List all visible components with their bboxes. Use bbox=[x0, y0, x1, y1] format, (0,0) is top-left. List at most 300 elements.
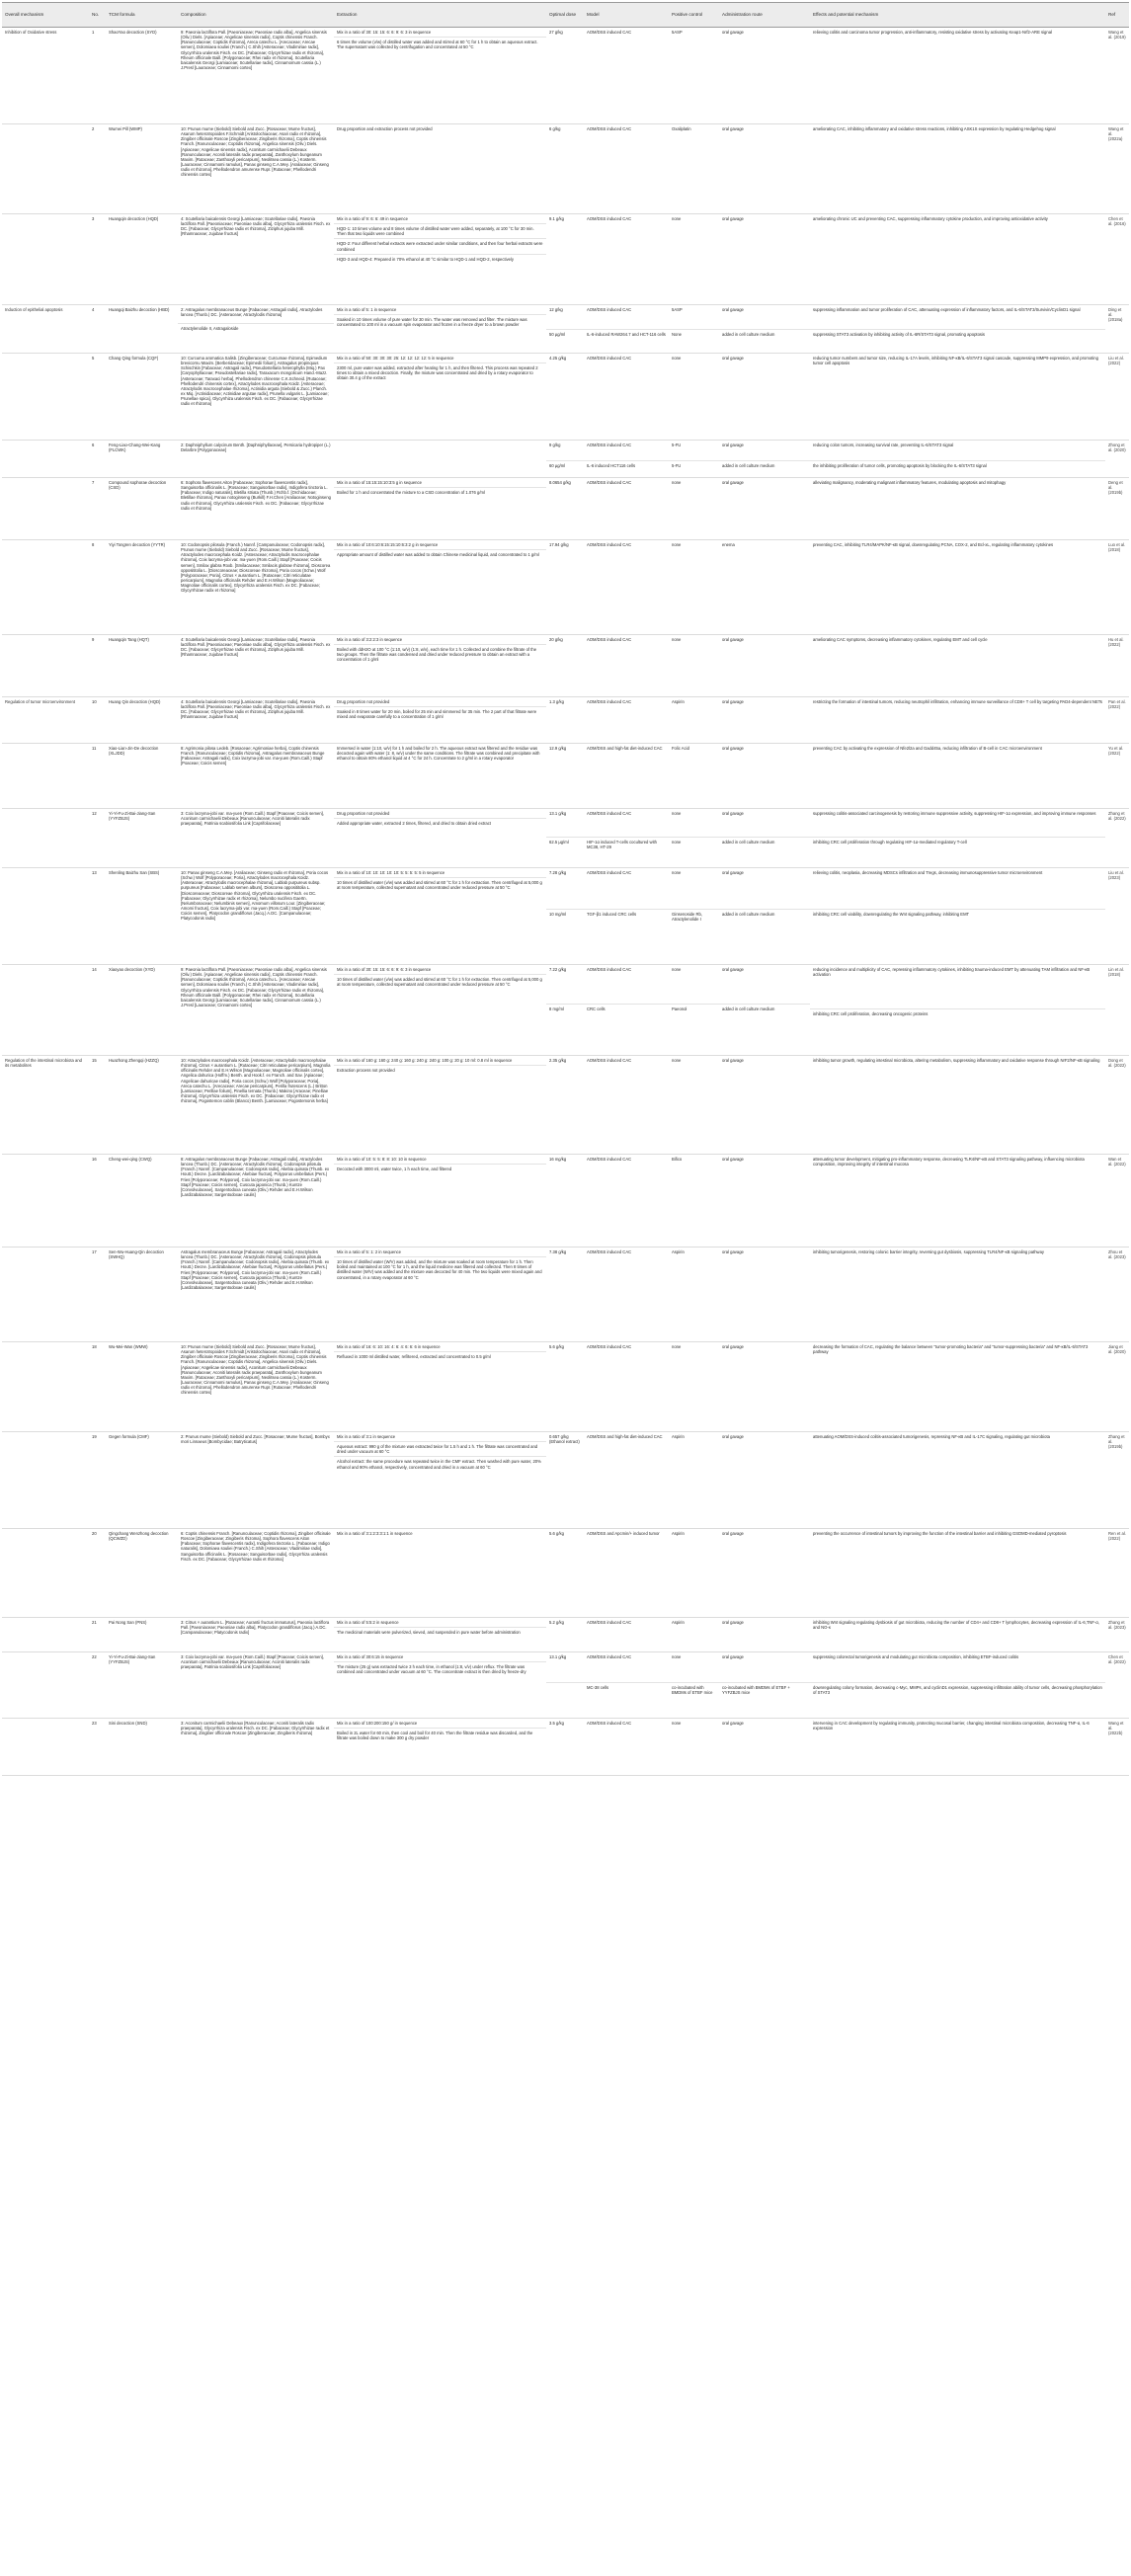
cell-reference bbox=[1105, 124, 1129, 214]
cell-composition bbox=[178, 441, 334, 478]
cell-extraction bbox=[334, 305, 546, 354]
administration-route-text: oral gavage bbox=[722, 1344, 744, 1349]
model-text: AOM/DSS induced CAC bbox=[587, 1249, 632, 1254]
administration-route-secondary-text: added in cell culture medium bbox=[719, 329, 810, 337]
positive-control-text: none bbox=[672, 1721, 682, 1726]
effects-mechanism-text: inhibiting tumor growth, regulating intestinal microbiota, altering metabolism, suppressing inflammatory and oxidative response through NrF2/NF-κB signaling bbox=[813, 1058, 1100, 1063]
cell-positive-control bbox=[669, 697, 719, 744]
cell-effects-mechanism bbox=[810, 1618, 1105, 1652]
cell-overall-mechanism bbox=[2, 1432, 89, 1529]
overall-mechanism-text: Regulation of the intestinal microbiota and its metabolites bbox=[5, 1058, 82, 1069]
tcm-formula-text: Huangqi Baizhu decoction (HBD) bbox=[109, 307, 170, 312]
cell-positive-control bbox=[669, 354, 719, 441]
cell-effects-mechanism bbox=[810, 744, 1105, 809]
positive-control-text: none bbox=[672, 870, 682, 875]
cell-tcm-formula bbox=[106, 441, 178, 478]
cell-composition bbox=[178, 478, 334, 540]
extraction-step: Boiled for 1 h and concentrated the mixture to a CSD concentration of 1.076 g/ml bbox=[334, 487, 546, 495]
cell-reference bbox=[1105, 214, 1129, 305]
administration-route-secondary-text: added in cell culture medium bbox=[719, 1004, 810, 1011]
cell-row-number bbox=[89, 1652, 106, 1719]
effects-mechanism-text: suppressing inflammation and tumor proliferation of CAC, attenuating expression of inflammatory factors, and IL-6/STAT3/Survivin/CyclinD1 signal bbox=[813, 307, 1081, 312]
table-row bbox=[2, 441, 1129, 478]
cell-tcm-formula bbox=[106, 744, 178, 809]
model-secondary-text: TGF-β1 induced CRC cells bbox=[584, 909, 669, 917]
effects-mechanism-text: ameliorating chronic UC and preventing CAC, suppressing inflammatory cytokine production, and improving antioxidative activity bbox=[813, 216, 1048, 221]
cell-optimal-dose bbox=[546, 868, 584, 965]
effects-mechanism-text: relieving colitis and carcinoma tumor progression, anti-inflammatory, resisting oxidative stress by activating Keap1-Nrf2-ARE signal bbox=[813, 30, 1052, 35]
cell-row-number bbox=[89, 1056, 106, 1155]
optimal-dose-text: 5.6 g/kg bbox=[549, 1344, 564, 1349]
extraction-step: Mix in a ratio of 30:6:15 in sequence bbox=[337, 1654, 404, 1659]
effects-mechanism-text: preventing the occurrence of intestinal tumors by improving the function of the intestinal barrier and inhibiting GSDMD-mediated pyroptosis bbox=[813, 1531, 1067, 1536]
reference-text: Chen et al. (2016) bbox=[1108, 216, 1126, 227]
tcm-formula-text: Compound sophorae decoction (CSD) bbox=[109, 480, 167, 491]
cell-effects-mechanism bbox=[810, 868, 1105, 965]
cell-effects-mechanism bbox=[810, 28, 1105, 124]
cell-reference bbox=[1105, 540, 1129, 635]
optimal-dose-text: 16 mg/kg bbox=[549, 1157, 567, 1162]
cell-positive-control bbox=[669, 28, 719, 124]
tcm-formula-text: Sen-Wu-Huang-Qin decoction (SWHQ) bbox=[109, 1249, 164, 1260]
administration-route-text: oral gavage bbox=[722, 967, 744, 972]
cell-composition bbox=[178, 1248, 334, 1342]
cell-overall-mechanism bbox=[2, 1155, 89, 1248]
administration-route-secondary-text: added in cell culture medium bbox=[719, 460, 810, 468]
cell-positive-control bbox=[669, 1155, 719, 1248]
cell-row-number bbox=[89, 744, 106, 809]
tcm-formula-text: Cheng-wei-qing (CWQ) bbox=[109, 1157, 152, 1162]
cell-extraction bbox=[334, 1432, 546, 1529]
cell-optimal-dose bbox=[546, 1155, 584, 1248]
cell-extraction bbox=[334, 744, 546, 809]
cell-overall-mechanism bbox=[2, 214, 89, 305]
positive-control-secondary-text: Paeonol bbox=[669, 1004, 719, 1011]
cell-optimal-dose bbox=[546, 1618, 584, 1652]
cell-overall-mechanism bbox=[2, 1248, 89, 1342]
table-row bbox=[2, 478, 1129, 540]
row-number-text: 3 bbox=[92, 216, 95, 221]
cell-administration-route bbox=[719, 478, 810, 540]
cell-positive-control bbox=[669, 124, 719, 214]
tcm-formula-text: Huazhong Zhengqi (HZZQ) bbox=[109, 1058, 159, 1063]
extraction-step: Soaked in 10 times volume of pure water for 30 min. The water was removed and filter. The mixture was concentrated to 100 ml in a vacuum spin evaporator and frozen in a freeze dryer to a brown powder bbox=[334, 314, 546, 327]
table-row bbox=[2, 809, 1129, 868]
cell-effects-mechanism bbox=[810, 214, 1105, 305]
cell-reference bbox=[1105, 1155, 1129, 1248]
optimal-dose-text: 0.657 g/kg (Ethanol extract) bbox=[549, 1434, 580, 1445]
tcm-formula-text: Feng-Liao-Chang-Wei-Kang (FLCWK) bbox=[109, 443, 161, 453]
model-secondary-text: IL-6 induced HCT116 cells bbox=[584, 460, 669, 468]
composition-text: 10: Prunus mume (Siebold) Siebold and Zucc. [Rosaceae; Mume fructus], Asarum heterotropoides F.Schmidt [Aristolochiaceae; Asari radix et rhizoma], Zingiber officinale Roscoe [Zingiberaceae; Zingiberis rhizoma], Coptis chinensis Franch. [Ranunculaceae; Coptidis rhizoma], Angelica sinensis (Oliv.) Diels. [Apiaceae; Angelicae sinensis radix], Aconitum carmichaelii Debeaux [Ranunculaceae; Aconiti lateralis radix praeparata], Zanthoxylum bungeanum Maxim. [Rutaceae; Zanthoxyli pericarpium], Neolitsea cassia (L.) Kosterm. [Lauraceae; Cinnamomi ramulus], Panax ginseng C.A.Mey. [Araliaceae; Ginseng radix et rhizoma], Phellodendron amurense Rupr. [Rutaceae; Phellodendri chinensis cortex] bbox=[181, 1344, 329, 1396]
extraction-step: Mix in a ratio of 3:1:2:3:3:1:1 in sequence bbox=[337, 1531, 413, 1536]
row-number-text: 5 bbox=[92, 356, 95, 361]
cell-tcm-formula bbox=[106, 124, 178, 214]
cell-overall-mechanism bbox=[2, 478, 89, 540]
extraction-step: Mix in a ratio of 50: 30: 30: 30: 25: 12: 12: 12: 12: 5 in sequence bbox=[337, 356, 454, 361]
effects-mechanism-secondary-text: the inhibiting proliferation of tumor cells, promoting apoptosis by blocking the IL-6/STAT3 signal bbox=[810, 460, 1105, 468]
extraction-step: Mix in a ratio of 30: 15: 15: 6: 6: 9: 6: 3 in sequence bbox=[337, 30, 432, 35]
row-number-text: 12 bbox=[92, 811, 97, 816]
cell-administration-route bbox=[719, 868, 810, 965]
cell-optimal-dose bbox=[546, 965, 584, 1056]
cell-row-number bbox=[89, 1529, 106, 1618]
optimal-dose-text: 5.6 g/kg bbox=[549, 1531, 564, 1536]
cell-administration-route bbox=[719, 1155, 810, 1248]
administration-route-text: oral gavage bbox=[722, 1531, 744, 1536]
tcm-formula-text: Wu-Mei-Wan (WMW) bbox=[109, 1344, 148, 1349]
effects-mechanism-secondary-text: inhibiting CRC cell viability, downregulating the Wnt signaling pathway, inhibiting EMT bbox=[810, 909, 1105, 917]
cell-composition bbox=[178, 868, 334, 965]
administration-route-text: oral gavage bbox=[722, 746, 744, 751]
composition-text: 10: Atractylodes macrocephala Koidz. [Asteraceae; Atractylodis macrocephalae rhizoma], Citrus × aurantium L. [Rutaceae; Citri reticulatae pericarpium], Magnolia officinalis Rehder and E.H.Wilson [Magnoliaceae; Magnoliae officinalis cortex], Angelica dahurica (Hoffm.) Benth. and Hook.f. ex Franch. and Sav. [Apiaceae; Angelicae dahuricae radix], Poria cocos (Schw.) Wolf [Polyporaceae; Poria], Areca catechu L. [Arecaceae; Arecae pericarpium], Perilla frutescens (L.) Britton [Lamiaceae; Perillae folium], Pinellia ternata (Thunb.) Makino [Araceae; Pinelliae rhizoma], Glycyrrhiza uralensis Fisch. ex DC. [Fabaceae; Glycyrrhizae radix et rhizoma], Pogostemon cablin (Blanco) Benth. [Lamiaceae; Pogostemonis herba] bbox=[181, 1058, 331, 1103]
cell-extraction bbox=[334, 1155, 546, 1248]
cell-positive-control bbox=[669, 1529, 719, 1618]
cell-model bbox=[584, 441, 669, 478]
positive-control-text: none bbox=[672, 1058, 682, 1063]
table-row bbox=[2, 540, 1129, 635]
cell-extraction bbox=[334, 478, 546, 540]
effects-mechanism-text: ameliorating CAC symptoms, decreasing inflammatory cytokines, regulating EMT and cell cycle bbox=[813, 637, 988, 642]
positive-control-text: Aspirin bbox=[672, 699, 685, 704]
model-text: AOM/DSS induced CAC bbox=[587, 443, 632, 447]
row-number-text: 21 bbox=[92, 1620, 97, 1625]
cell-tcm-formula bbox=[106, 1342, 178, 1432]
cell-tcm-formula bbox=[106, 1618, 178, 1652]
extraction-step: Aqueous extract: 990 g of the mixture was extracted twice for 1.5 h and 1 h. The filtrate was concentrated and dried under vacuum at 60 °C bbox=[334, 1441, 546, 1454]
cell-administration-route bbox=[719, 354, 810, 441]
cell-composition bbox=[178, 1432, 334, 1529]
cell-tcm-formula bbox=[106, 1056, 178, 1155]
cell-model bbox=[584, 1652, 669, 1719]
cell-model bbox=[584, 1719, 669, 1776]
cell-tcm-formula bbox=[106, 354, 178, 441]
row-number-text: 23 bbox=[92, 1721, 97, 1726]
reference-text: Zhang et al. (2023) bbox=[1108, 1620, 1126, 1631]
extraction-step: Decocted with 3000 ml, water twice, 1 h each time, and filtered bbox=[334, 1164, 546, 1171]
cell-extraction bbox=[334, 124, 546, 214]
composition-text: 10: Panax ginseng C.A.Mey. [Araliaceae; Ginseng radix et rhizoma], Poria cocos (Schw.) Wolf [Polyporaceae; Poria], Atractylodes macrocephala Koidz. [Asteraceae; Atractylodis macrocephalae rhizoma], Lablab purpureus subsp. purpureus [Fabaceae; Lablab semen album], Dioscorea opposititolia L. [Dioscoreaceae; Dioscoreae rhizoma], Glycyrrhiza uralensis Fisch. ex DC. [Fabaceae; Glycyrrhizae radix et rhizoma], Nelumbo nucifera Gaertn. [Nelumbonaceae; Nelumbinis semen], Amomum villosum Lour. [Zingiberaceae; Amomi fructus], Coix lacryma-jobi var. ma-yuen (Rom.Caill.) Stapf [Poaceae; Coicis semen], Platycodon grandiflorus (Jacq.) A.DC. [Campanulaceae; Platycodonis radix] bbox=[181, 870, 329, 922]
cell-administration-route bbox=[719, 635, 810, 697]
positive-control-text: none bbox=[672, 1654, 682, 1659]
reference-text: Liu et al. (2022) bbox=[1108, 356, 1124, 366]
model-text: AOM/DSS and high-fat diet-induced CAC bbox=[587, 1434, 663, 1439]
table-row bbox=[2, 124, 1129, 214]
model-text: AOM/DSS induced CAC bbox=[587, 307, 632, 312]
cell-extraction bbox=[334, 1529, 546, 1618]
cell-overall-mechanism bbox=[2, 1529, 89, 1618]
extraction-step: HQD-3 and HQD-4: Prepared in 70% ethanol at 40 °C similar to HQD-1 and HQD-2, respectively bbox=[334, 254, 546, 262]
extraction-step: Appropriate amount of distilled water was added to obtain Chinese medicinal liquid, and concentrated to 1 g/ml bbox=[334, 549, 546, 557]
cell-effects-mechanism bbox=[810, 540, 1105, 635]
cell-positive-control bbox=[669, 305, 719, 354]
composition-text: 3: Aconitum carmichaelii Debeaux [Ranunculaceae; Aconiti lateralis radix praeparata], Glycyrrhiza uralensis Fisch. ex DC. [Fabaceae; Glycyrrhizae radix et rhizoma], Zingiber officinale Roscoe [Zingiberaceae; Zingiberis rhizoma] bbox=[181, 1721, 330, 1736]
model-text: AOM/DSS induced CAC bbox=[587, 356, 632, 361]
table-row bbox=[2, 1618, 1129, 1652]
extraction-step: Mix in a ratio of 9: 6: 6: 49 in sequence bbox=[337, 216, 408, 221]
tcm-formula-text: Xiao-Lian-Jin-De decoction (XLJDD) bbox=[109, 746, 159, 757]
row-number-text: 18 bbox=[92, 1344, 97, 1349]
positive-control-text: none bbox=[672, 811, 682, 816]
table-row bbox=[2, 1155, 1129, 1248]
cell-row-number bbox=[89, 28, 106, 124]
reference-text: Yu et al. (2022) bbox=[1108, 746, 1124, 757]
row-number-text: 4 bbox=[92, 307, 95, 312]
effects-mechanism-text: decreasing the formation of CAC, regulating the balance between "tumor-promoting bacteria" and "tumor-suppressing bacteria" and NF-κB/IL-6/STAT3 pathway bbox=[813, 1344, 1089, 1355]
cell-composition bbox=[178, 1529, 334, 1618]
composition-text: 4: Scutellaria baicalensis Georgi [Lamiaceae; Scutellariae radix], Paeonia lactiflora Pall. [Paeoniaceae; Paeoniae radix alba], Glycyrrhiza uralensis Fisch. ex DC. [Fabaceae; Glycyrrhizae radix et rhizoma], Ziziphus jujuba Mill. [Rhamnaceae; Jujubae fructus] bbox=[181, 637, 331, 658]
administration-route-text: oral gavage bbox=[722, 637, 744, 642]
header-administration-route: Administration route bbox=[719, 3, 810, 28]
reference-text: Jiang et al. (2020) bbox=[1108, 1344, 1126, 1355]
cell-administration-route bbox=[719, 965, 810, 1056]
positive-control-text: none bbox=[672, 216, 682, 221]
cell-row-number bbox=[89, 1432, 106, 1529]
cell-model bbox=[584, 540, 669, 635]
table-row bbox=[2, 28, 1129, 124]
composition-text: 6: Coptis chinensis Franch. [Ranunculaceae; Coptidis rhizoma], Zingiber officinale Roscoe [Zingiberaceae; Zingiberis rhizoma], Sophora flavescens Aiton [Fabaceae; Sophorae flavescentis radix], Indigofera tinctoria L. [Fabaceae; Indigo naturalis], Dolomiaea souliei (Franch.) C.Shih [Asteraceae; Vladimiriae radix], Sanguisorba officinalis L. [Rosaceae; Sanguisorbae radix], Glycyrrhiza uralensis Fisch. ex DC. [Fabaceae; Glycyrrhizae radix et rhizoma] bbox=[181, 1531, 331, 1562]
reference-text: Dong et al. (2022) bbox=[1108, 1058, 1126, 1069]
cell-row-number bbox=[89, 1719, 106, 1776]
effects-mechanism-text: reducing tumor numbers and tumor size, reducing IL-17A levels, inhibiting NF-κB/IL-6/STAT3 signal cascade, suppressing MMP9 expression, and promoting tumor cell apoptosis bbox=[813, 356, 1098, 366]
cell-administration-route bbox=[719, 1618, 810, 1652]
cell-model bbox=[584, 354, 669, 441]
cell-overall-mechanism bbox=[2, 809, 89, 868]
cell-composition bbox=[178, 809, 334, 868]
model-text: AOM/DSS and Apcmin/+ induced tumor bbox=[587, 1531, 660, 1536]
header-extraction: Extraction bbox=[334, 3, 546, 28]
tcm-formula-text: Wumei Pill (WMP) bbox=[109, 126, 142, 131]
positive-control-text: none bbox=[672, 480, 682, 485]
cell-positive-control bbox=[669, 868, 719, 965]
cell-administration-route bbox=[719, 809, 810, 868]
overall-mechanism-text: Regulation of tumor microenvironment bbox=[5, 699, 75, 704]
cell-reference bbox=[1105, 868, 1129, 965]
cell-positive-control bbox=[669, 441, 719, 478]
header-optimal-dose: Optimal dose bbox=[546, 3, 584, 28]
administration-route-text: enema bbox=[722, 542, 735, 547]
positive-control-text: Bifico bbox=[672, 1157, 683, 1162]
model-text: AOM/DSS induced CAC bbox=[587, 216, 632, 221]
cell-optimal-dose bbox=[546, 540, 584, 635]
reference-text: Zhang et al. (2022) bbox=[1108, 811, 1126, 822]
optimal-dose-text: 20 g/kg bbox=[549, 637, 563, 642]
composition-text: 8: Agrimonia pilosa Ledeb. [Rosaceae; Agrimoniae herba], Coptis chinensis Franch. [Ranunculaceae; Coptidis rhizoma], Astragalus membranaceus Bunge [Fabaceae; Astragali radix], Coix lacryma-jobi var. ma-yuen (Rom.Caill.) Stapf [Poaceae; Coicis semen] bbox=[181, 746, 325, 766]
optimal-dose-secondary-text: 10 mg/ml bbox=[546, 909, 584, 917]
extraction-step: Mix in a ratio of 5:5:2 in sequence bbox=[337, 1620, 399, 1625]
positive-control-secondary-text: co-incubated with BMDMs of ETBF mice bbox=[669, 1682, 719, 1695]
table-row bbox=[2, 1056, 1129, 1155]
extraction-step: 2300 ml, pure water was added, extracted after heating for 1 h, and then filtered. This process was repeated 2 times to obtain a mixed decoction. Finally, the mixture was concentrated and dried by a rotary evaporator to obtain 30.4 g of the extract bbox=[334, 362, 546, 380]
extraction-step: Added appropriate water, extracted 2 times, filtered, and dried to obtain dried extract bbox=[334, 818, 546, 826]
cell-reference bbox=[1105, 1248, 1129, 1342]
optimal-dose-secondary-text: 60 µg/ml bbox=[546, 460, 584, 468]
cell-effects-mechanism bbox=[810, 809, 1105, 868]
composition-text: 2: Prunus mume (Siebold) Siebold and Zucc. [Rosaceae; Mume fructus], Bombyx mori Linnaeus [Bombycidae; Batryticatus] bbox=[181, 1434, 330, 1445]
cell-overall-mechanism bbox=[2, 744, 89, 809]
administration-route-text: oral gavage bbox=[722, 1058, 744, 1063]
row-number-text: 19 bbox=[92, 1434, 97, 1439]
cell-effects-mechanism bbox=[810, 1342, 1105, 1432]
effects-mechanism-text: alleviating malignancy, moderating malignant inflammatory features, modulating apoptosis and mitophagy bbox=[813, 480, 1007, 485]
cell-optimal-dose bbox=[546, 214, 584, 305]
extraction-step: Boiled in 2L water for 60 min, then cool and boil for 40 min. Then the filtrate residue was discarded, and the filtrate was boiled down to make 300 g dry powder bbox=[334, 1728, 546, 1740]
table-row bbox=[2, 1342, 1129, 1432]
cell-optimal-dose bbox=[546, 1652, 584, 1719]
cell-optimal-dose bbox=[546, 1248, 584, 1342]
cell-extraction bbox=[334, 868, 546, 965]
cell-tcm-formula bbox=[106, 635, 178, 697]
effects-mechanism-text: intervening in CAC development by regulating immunity, protecting mucosal barrier, changing intestinal microbiota composition, decreasing TNF-α, IL-6 expression bbox=[813, 1721, 1090, 1731]
administration-route-text: oral gavage bbox=[722, 30, 744, 35]
composition-text: 4: Scutellaria baicalensis Georgi [Lamiaceae; Scutellariae radix], Paeonia lactiflora Pall. [Paeoniaceae; Paeoniae radix alba], Glycyrrhiza uralensis Fisch. ex DC. [Fabaceae; Glycyrrhizae radix et rhizoma], Ziziphus jujuba Mill. [Rhamnaceae; Jujubae fructus] bbox=[181, 216, 331, 237]
administration-route-secondary-text: co-incubated with BMDMs of ETBF + YYFZBJS mice bbox=[719, 1682, 810, 1695]
cell-positive-control bbox=[669, 1342, 719, 1432]
extraction-step: Mix in a ratio of 3:2:2:3 in sequence bbox=[337, 637, 403, 642]
cell-row-number bbox=[89, 809, 106, 868]
cell-administration-route bbox=[719, 1056, 810, 1155]
model-text: AOM/DSS induced CAC bbox=[587, 967, 632, 972]
composition-secondary-text: Atractylenolide II, Astragaloside bbox=[178, 323, 334, 331]
cell-extraction bbox=[334, 697, 546, 744]
cell-administration-route bbox=[719, 28, 810, 124]
cell-extraction bbox=[334, 1056, 546, 1155]
cell-reference bbox=[1105, 441, 1129, 478]
reference-text: Ding et al. (2018a) bbox=[1108, 307, 1123, 323]
extraction-step: The mixture (25 g) was extracted twice 3 h each time, in ethanol (1:8, v/v) under reflux. The filtrate was combined and concentrated under vacuum at 60 °C. The concentrate extract is then dried by freeze-dry bbox=[334, 1661, 546, 1674]
tcm-formula-text: Huangqin Tang (HQT) bbox=[109, 637, 149, 642]
cell-reference bbox=[1105, 697, 1129, 744]
effects-mechanism-secondary-text: inhibiting CRC cell proliferation through regulating HIF-1α-mediated regulatory T-cell bbox=[810, 837, 1105, 845]
cell-extraction bbox=[334, 1342, 546, 1432]
cell-extraction bbox=[334, 635, 546, 697]
cell-effects-mechanism bbox=[810, 305, 1105, 354]
cell-reference bbox=[1105, 1618, 1129, 1652]
table-row bbox=[2, 354, 1129, 441]
administration-route-secondary-text: added in cell culture medium bbox=[719, 909, 810, 917]
cell-effects-mechanism bbox=[810, 1719, 1105, 1776]
cell-administration-route bbox=[719, 1432, 810, 1529]
extraction-step: Boiled with ddH2O at 100 °C (1:10, w/v) (1:8, w/v), each time for 1 h. Collected and combine the filtrate of the two groups. Then the filtrate was condensed and dried under reduced pressure to obtain an extract with a concentration of 1 g/ml bbox=[334, 644, 546, 662]
tcm-formula-text: Yiyi Tongren decoction (YYTR) bbox=[109, 542, 166, 547]
cell-tcm-formula bbox=[106, 697, 178, 744]
model-text: AOM/DSS induced CAC bbox=[587, 30, 632, 35]
model-text: AOM/DSS induced CAC bbox=[587, 1058, 632, 1063]
administration-route-text: oral gavage bbox=[722, 480, 744, 485]
composition-text: 3: Coix lacryma-jobi var. ma-yuen (Rom.Caill.) Stapf [Poaceae; Coicis semen], Aconitum carmichaelii Debeaux [Ranunculaceae; Aconiti lateralis radix praeparata], Patrinia scabiosifolia Link [Caprifoliaceae] bbox=[181, 811, 324, 827]
cell-row-number bbox=[89, 124, 106, 214]
optimal-dose-text: 17.94 g/kg bbox=[549, 542, 569, 547]
positive-control-text: none bbox=[672, 356, 682, 361]
cell-administration-route bbox=[719, 214, 810, 305]
cell-model bbox=[584, 809, 669, 868]
extraction-step: 6 times the volume (v/w) of distilled water was added and stirred at 60 °C for 1 h to obtain an aqueous extract. The supernatant was collected by centrifugation and concentrated at 50 °C bbox=[334, 37, 546, 49]
optimal-dose-secondary-text: 62.5 µg/ml bbox=[546, 837, 584, 845]
cell-overall-mechanism bbox=[2, 697, 89, 744]
tcm-formula-text: Qingchang Wenzhong decoction (QCWZD) bbox=[109, 1531, 169, 1542]
cell-composition bbox=[178, 965, 334, 1056]
table-row bbox=[2, 868, 1129, 965]
composition-text: 2: Astragalus membranaceus Bunge [Fabaceae; Astragali radix], Atractylodes lancea (Thunb.) DC. [Asteraceae; Atractylodis rhizoma] bbox=[181, 307, 323, 318]
cell-reference bbox=[1105, 1652, 1129, 1719]
cell-positive-control bbox=[669, 1248, 719, 1342]
model-text: AOM/DSS induced CAC bbox=[587, 480, 632, 485]
extraction-step: Mix in a ratio of 5: 1: 2 in sequence bbox=[337, 1249, 401, 1254]
administration-route-text: oral gavage bbox=[722, 356, 744, 361]
administration-route-text: oral gavage bbox=[722, 307, 744, 312]
reference-text: Chen et al. (2022) bbox=[1108, 1654, 1126, 1665]
positive-control-text: none bbox=[672, 542, 682, 547]
model-text: AOM/DSS induced CAC bbox=[587, 1344, 632, 1349]
cell-model bbox=[584, 214, 669, 305]
cell-tcm-formula bbox=[106, 214, 178, 305]
cell-optimal-dose bbox=[546, 354, 584, 441]
cell-effects-mechanism bbox=[810, 441, 1105, 478]
model-text: AOM/DSS induced CAC bbox=[587, 637, 632, 642]
header-model: Model bbox=[584, 3, 669, 28]
cell-composition bbox=[178, 28, 334, 124]
cell-optimal-dose bbox=[546, 744, 584, 809]
optimal-dose-secondary-text: 8 mg/ml bbox=[546, 1004, 584, 1011]
extraction-step: 10 times of distilled water (v/w) was added and stirred at 60 °C for 1 h for extraction. Then centrifuged at 5,000 g at room temperature, collected supernatant and concentrated under reduced pressure at 50 °C bbox=[334, 974, 546, 987]
cell-row-number bbox=[89, 635, 106, 697]
cell-effects-mechanism bbox=[810, 1432, 1105, 1529]
model-secondary-text: IL-6-induced RAW264.7 and HCT-116 cells bbox=[584, 329, 669, 337]
cell-reference bbox=[1105, 305, 1129, 354]
row-number-text: 7 bbox=[92, 480, 95, 485]
cell-extraction bbox=[334, 214, 546, 305]
cell-tcm-formula bbox=[106, 305, 178, 354]
extraction-step: Mix in a ratio of 10: 5: 5: 8: 8: 10: 10 in sequence bbox=[337, 1157, 427, 1162]
table-row bbox=[2, 305, 1129, 354]
cell-composition bbox=[178, 635, 334, 697]
cell-composition bbox=[178, 697, 334, 744]
cell-optimal-dose bbox=[546, 809, 584, 868]
positive-control-secondary-text: none bbox=[669, 837, 719, 845]
cell-administration-route bbox=[719, 124, 810, 214]
cell-positive-control bbox=[669, 214, 719, 305]
cell-optimal-dose bbox=[546, 1342, 584, 1432]
tcm-table bbox=[2, 2, 1129, 1776]
tcm-formula-text: Shenling Baizhu San (SBS) bbox=[109, 870, 160, 875]
administration-route-text: oral gavage bbox=[722, 699, 744, 704]
cell-optimal-dose bbox=[546, 1529, 584, 1618]
extraction-step: Soaked in 8 times water for 20 min, boiled for 25 min and simmered for 35 min. The 2 part of that filtrate were mixed and evaporate carefully to a concentration of 1 g/ml bbox=[334, 706, 546, 719]
cell-row-number bbox=[89, 868, 106, 965]
tcm-formula-text: Huang Qin decoction (HQD) bbox=[109, 699, 161, 704]
composition-text: 6: Sophora flavescens Aiton [Fabaceae; Sophorae flavescentis radix], Sanguisorba officinalis L. [Rosaceae; Sanguisorbae radix], Indigofera tinctoria L. [Fabaceae; Indigo naturalis], Bletilla striata (Thunb.) Rchb.f. [Orchidaceae; Bletillae rhizoma], Panax notoginseng (Burkill) F.H.Chen [Araliaceae; Notoginseng radix et rhizoma], Glycyrrhiza uralensis Fisch. ex DC. [Fabaceae; Glycyrrhizae radix et rhizoma] bbox=[181, 480, 331, 511]
reference-text: Deng et al. (2019b) bbox=[1108, 480, 1123, 496]
composition-text: 10: Prunus mume (Siebold) Siebold and Zucc. [Rosaceae; Mume fructus], Asarum heterotropoides F.Schmidt [Aristolochiaceae; Asari radix et rhizoma], Zingiber officinale Roscoe [Zingiberaceae; Zingiberis rhizoma], Coptis chinensis Franch. [Ranunculaceae; Coptidis rhizoma], Angelica sinensis (Oliv.) Diels. [Apiaceae; Angelicae sinensis radix], Aconitum carmichaelii Debeaux [Ranunculaceae; Aconiti lateralis radix praeparata], Zanthoxylum bungeanum Maxim. [Rutaceae; Zanthoxyli pericarpium], Neolitsea cassia (L.) Kosterm. [Lauraceae; Cinnamomi ramulus], Panax ginseng C.A.Mey. [Araliaceae; Ginseng radix et rhizoma], Phellodendron amurense Rupr. [Rutaceae; Phellodendri chinensis cortex] bbox=[181, 126, 329, 178]
optimal-dose-text: 9.1 g/kg bbox=[549, 216, 564, 221]
cell-reference bbox=[1105, 635, 1129, 697]
extraction-step: Mix in a ratio of 15:15:15:10:3:5 g in sequence bbox=[337, 480, 422, 485]
cell-row-number bbox=[89, 354, 106, 441]
header-effects: Effects and potential mechanism bbox=[810, 3, 1105, 28]
cell-administration-route bbox=[719, 1342, 810, 1432]
table-row bbox=[2, 214, 1129, 305]
extraction-step: Mix in a ratio of 30: 15: 15: 6: 6: 9: 6: 3 in sequence bbox=[337, 967, 432, 972]
cell-overall-mechanism bbox=[2, 635, 89, 697]
cell-reference bbox=[1105, 1432, 1129, 1529]
overall-mechanism-text: Induction of epithelial apoptosis bbox=[5, 307, 63, 312]
administration-route-text: oral gavage bbox=[722, 870, 744, 875]
cell-positive-control bbox=[669, 965, 719, 1056]
cell-tcm-formula bbox=[106, 868, 178, 965]
cell-model bbox=[584, 1432, 669, 1529]
extraction-step: HQD-1: 10 times volume and 8 times volume of distilled water were added, separately, at 100 °C for 30 min. Then that two liquids were combined bbox=[334, 223, 546, 236]
cell-effects-mechanism bbox=[810, 965, 1105, 1056]
